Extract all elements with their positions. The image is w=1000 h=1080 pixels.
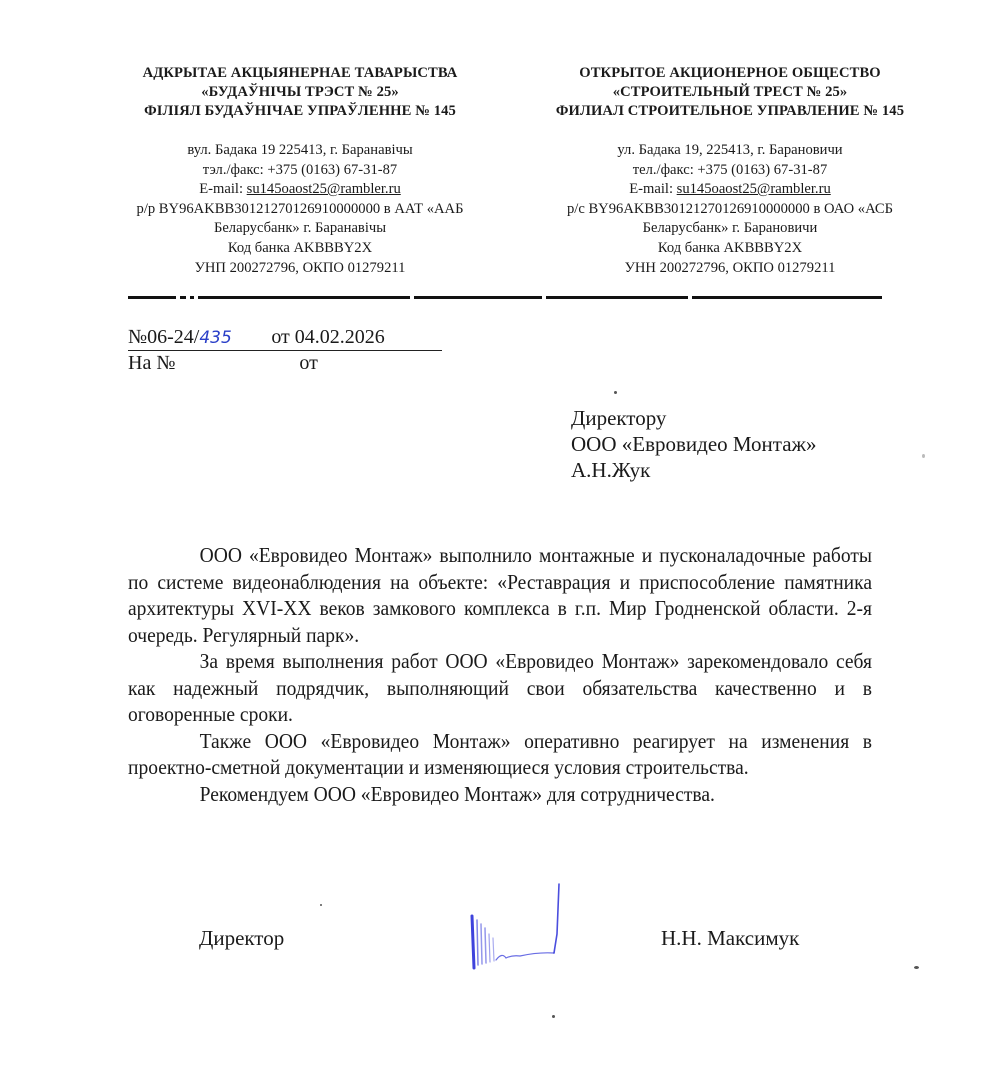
org-email-line [520,180,940,200]
reply-to-line [128,351,442,375]
org-branch-line: ФІЛІЯЛ БУДАЎНІЧАЕ УПРАЎЛЕННЕ № 145 [144,103,456,119]
org-address: вул. Бадака 19 225413, г. Баранавічы [187,142,413,158]
org-address: ул. Бадака 19, 225413, г. Барановичи [617,142,843,158]
scan-speck [552,1015,555,1018]
letter-date: от 04.02.2026 [271,326,385,348]
org-branch-line: ФИЛИАЛ СТРОИТЕЛЬНОЕ УПРАВЛЕНИЕ № 145 [555,103,905,119]
org-name-line: АДКРЫТАЕ АКЦЫЯНЕРНАЕ ТАВАРЫСТВА [142,65,458,81]
email-link[interactable]: su145oaost25@rambler.ru [246,181,401,198]
signatory-name: Н.Н. Максимук [661,926,800,950]
email-label: E-mail: [199,181,247,198]
signatory-title: Директор [199,926,285,950]
handwritten-signature [460,882,570,972]
scan-speck [320,904,322,906]
number-prefix: №06-24/ [128,326,200,348]
org-account: р/с BY96AKBB30121270126910000000 в ОАО «АСБ [566,200,894,217]
org-bank-code: Код банка AKBBBY2X [657,239,803,256]
reply-from-label: от [299,352,318,374]
reply-to-label: На № [128,352,176,374]
org-title-by [100,64,500,121]
handwritten-number: 435 [199,328,232,348]
org-contacts-ru [520,141,940,278]
org-trust-line: «БУДАЎНІЧЫ ТРЭСТ № 25» [201,84,399,100]
scan-speck [914,966,919,969]
scan-speck [614,391,617,394]
org-phone: тэл./факс: +375 (0163) 67-31-87 [202,161,398,178]
org-title-ru [520,64,940,121]
body-paragraph: За время выполнения работ ООО «Евровидео Монтаж» зарекомендовало себя как надежный подрядчик, выполняющий свои обязательства качественно и в оговоренные сроки. [128,649,873,726]
org-bank: Беларусбанк» г. Барановичи [642,220,818,237]
addressee-title: Директору [571,406,667,430]
email-label: E-mail: [629,181,677,198]
addressee-company: ООО «Евровидео Монтаж» [571,432,817,456]
letterhead-divider [128,296,882,299]
addressee-block [571,405,817,483]
letterhead-belarusian [100,64,500,278]
org-email-line [100,180,500,200]
reference-block [128,325,442,375]
org-ids: УНН 200272796, ОКПО 01279211 [624,259,836,276]
org-bank-code: Код банка AKBBBY2X [227,239,373,256]
org-trust-line: «СТРОИТЕЛЬНЫЙ ТРЕСТ № 25» [612,84,848,100]
addressee-name: А.Н.Жук [571,458,651,482]
org-bank: Беларусбанк» г. Баранавічы [213,220,387,237]
org-name-line: ОТКРЫТОЕ АКЦИОНЕРНОЕ ОБЩЕСТВО [579,65,881,81]
body-paragraph: Рекомендуем ООО «Евровидео Монтаж» для сотрудничества. [199,781,715,806]
outgoing-number [128,325,442,351]
org-account: р/р BY96AKBB30121270126910000000 в ААТ «ААБ [136,200,464,217]
org-phone: тел./факс: +375 (0163) 67-31-87 [632,161,828,178]
email-link[interactable]: su145oaost25@rambler.ru [676,181,831,198]
letterhead-russian [520,64,940,278]
scan-speck [922,454,925,458]
letter-body [128,542,872,807]
org-ids: УНП 200272796, ОКПО 01279211 [194,259,406,276]
body-paragraph: ООО «Евровидео Монтаж» выполнило монтажные и пусконаладочные работы по системе видеонаблюдения на объекте: «Реставрация и приспособление памятника архитектуры XVI-XX веков замкового комплекса в г.п. Мир Гродненской области. 2-я очередь. Регулярный парк». [128,543,873,647]
body-paragraph: Также ООО «Евровидео Монтаж» оперативно реагирует на изменения в проектно-сметной документации и изменяющиеся условия строительства. [128,728,873,779]
org-contacts-by [100,141,500,278]
